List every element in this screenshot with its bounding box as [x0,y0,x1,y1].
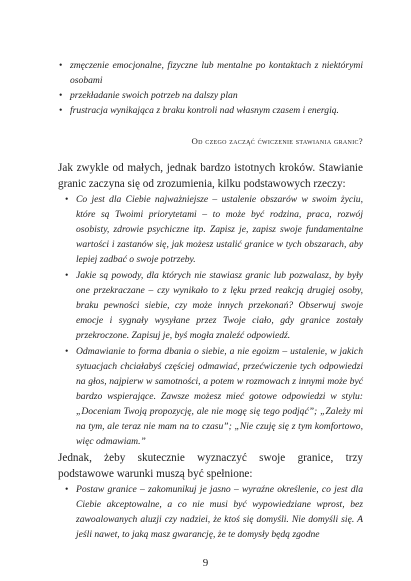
main-bullet-list [58,192,363,449]
page-number: 9 [202,557,209,569]
list-item: • przekładanie swoich potrzeb na dalszy plan [70,88,363,103]
list-item: • Co jest dla Ciebie najważniejsze – ustalenie obszarów w swoim życiu, które są Twoimi priorytetami – to może być rodzina, praca, rozwój osobisty, zdrowie psychiczne itp. Zapisz je, zapisz swoje fundamentalne wartości i zastanów się, jak możesz ustalić granice w tych obszarach, aby lepiej zadbać o swoje potrzeby. [76,192,363,267]
list-item: • Odmawianie to forma dbania o siebie, a nie egoizm – ustalenie, w jakich sytuacjach chciałabyś częściej odmawiać, przećwiczenie tych odpowiedzi na głos, najpierw w samotności, a potem w rozmowach z innymi może być bardzo wspierające. Zawsze możesz mieć gotowe odpowiedzi w stylu: „Doceniam Twoją propozycję, ale nie mogę się tego podjąć”; „Zależy mi na tym, ale teraz nie mam na to czasu”; „Nie czuję się z tym komfortowo, więc odmawiam.” [76,344,363,449]
list-item: • Jakie są powody, dla których nie stawiasz granic lub pozwalasz, by były one przekraczane – czy wynikało to z lęku przed reakcją drugiej osoby, braku pewności siebie, czy może innych przekonań? Obserwuj swoje emocje i sygnały wysyłane przez Twoje ciało, gdy granice zostały przekroczone. Zapisuj je, byś mogła znaleźć odpowiedź. [76,268,363,343]
section-heading: Od czego zacząć ćwiczenie stawiania granic? [191,136,363,146]
top-bullet-list [58,58,363,118]
second-paragraph: Jednak, żeby skutecznie wyznaczyć swoje granice, trzy podstawowe warunki muszą być spełnione: [58,452,363,480]
list-item: • frustracja wynikająca z braku kontroli nad własnym czasem i energią. [70,103,363,118]
list-item: • Postaw granice – zakomunikuj je jasno – wyraźne określenie, co jest dla Ciebie akceptowalne, a co nie musi być wypowiedziane wprost, bez zawoalowanych aluzji czy nadziei, że ktoś się domyśli. Nie domyśli się. A jeśli nawet, to jaką masz gwarancję, że te domysły będą zgodne [76,482,363,542]
final-bullet-list [58,482,363,542]
intro-paragraph: Jak zwykle od małych, jednak bardzo istotnych kroków. Stawianie granic zaczyna się od zrozumienia, kilku podstawowych rzeczy: [58,162,363,190]
list-item: • zmęczenie emocjonalne, fizyczne lub mentalne po kontaktach z niektórymi osobami [70,58,363,88]
